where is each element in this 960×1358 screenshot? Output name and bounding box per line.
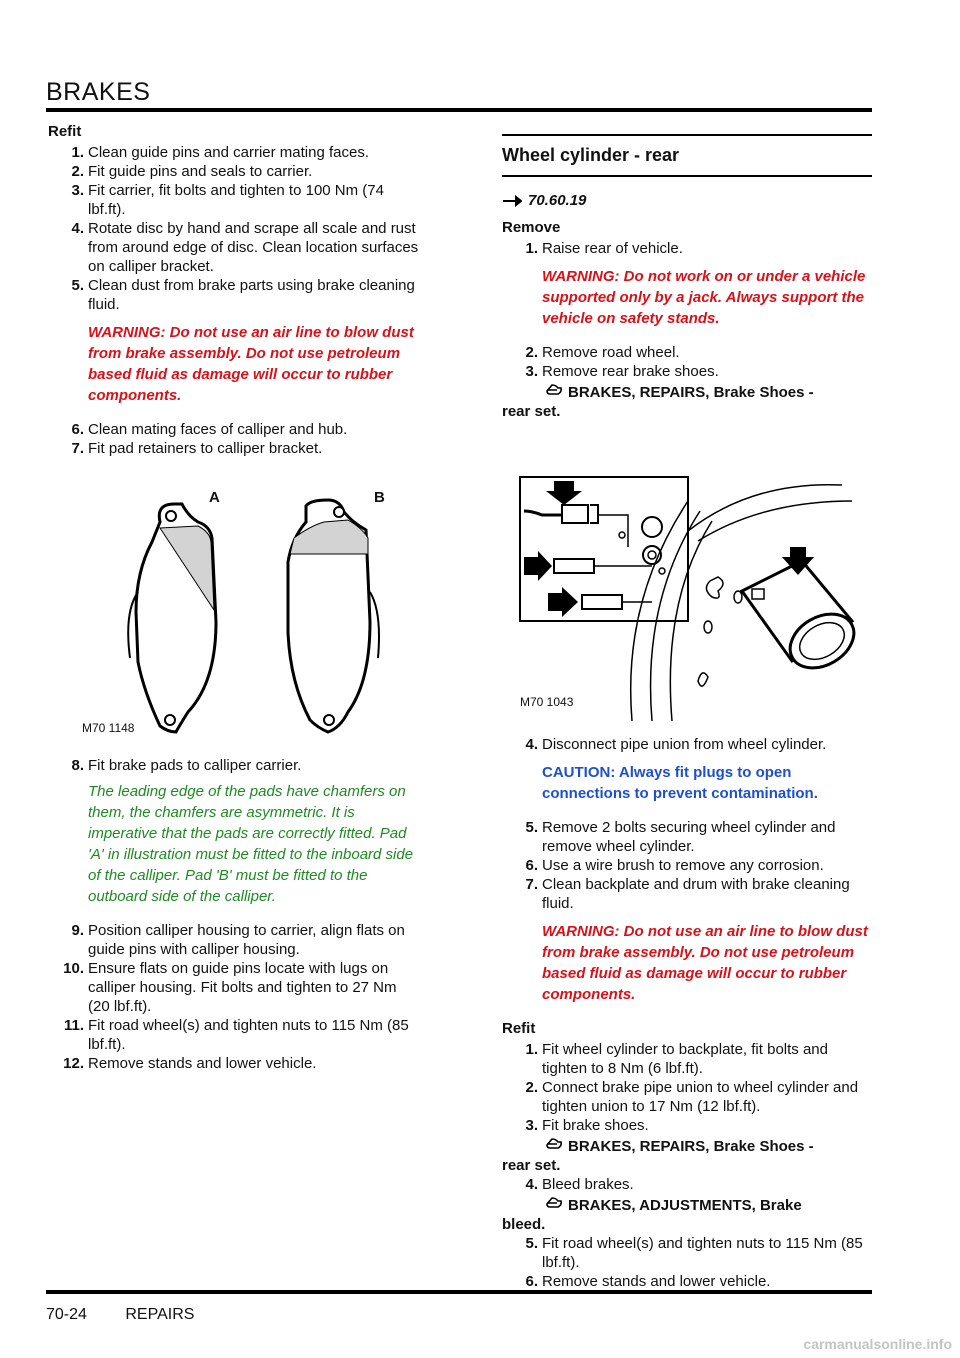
step-number: 3. <box>525 1117 538 1134</box>
step-number: 11. <box>63 1017 84 1034</box>
warning-air-line-2: WARNING: Do not use an air line to blow dust from brake assembly. Do not use petroleum based fluid as damage will occur to rubber components. <box>542 923 868 1003</box>
step-number: 2. <box>525 1079 538 1096</box>
step-number: 5. <box>525 1235 538 1252</box>
cross-reference-3-line2: bleed. <box>502 1216 546 1233</box>
step-item <box>502 239 872 258</box>
step-number: 12. <box>63 1055 84 1072</box>
step-number: 2. <box>525 344 538 361</box>
step-number: 3. <box>71 182 84 199</box>
note-pad-chamfers: The leading edge of the pads have chamfers on them, the chamfers are asymmetric. It is imperative that the pads are correctly fitted. Pad 'A' in illustration must be fitted to the inboard side of the calliper. Pad 'B' must be fitted to the outboard side of the calliper. <box>88 783 414 905</box>
warning-safety-stands: WARNING: Do not work on or under a vehicle supported only by a jack. Always support the vehicle on safety stands. <box>542 268 866 327</box>
watermark: carmanualsonline.info <box>803 1336 952 1352</box>
caution-plugs: CAUTION: Always fit plugs to open connections to prevent contamination. <box>542 764 818 802</box>
refit-steps-b <box>48 420 420 458</box>
left-column <box>48 122 420 1073</box>
step-number: 6. <box>71 421 84 438</box>
cross-reference-2 <box>502 1137 872 1156</box>
pointing-hand-icon <box>544 1134 564 1154</box>
refit-steps-2b <box>502 1175 872 1194</box>
step-number: 4. <box>525 1176 538 1193</box>
step-number: 7. <box>525 876 538 893</box>
step-item <box>502 1078 872 1116</box>
step-item <box>502 1234 872 1272</box>
section-title: Wheel cylinder - rear <box>502 145 680 165</box>
step-item <box>502 875 872 913</box>
step-text: Remove rear brake shoes. <box>542 363 719 380</box>
step-text: Fit guide pins and seals to carrier. <box>88 163 313 180</box>
pointing-hand-icon <box>544 1193 564 1213</box>
remove-steps-b <box>502 343 872 381</box>
pad-a-label: A <box>209 489 220 506</box>
step-text: Clean backplate and drum with brake cleaning fluid. <box>542 876 850 912</box>
step-item <box>48 420 420 439</box>
cross-reference-1 <box>502 383 872 402</box>
step-number: 1. <box>525 240 538 257</box>
cross-reference-1-line1: BRAKES, REPAIRS, Brake Shoes - <box>568 384 814 401</box>
right-column <box>502 134 872 1291</box>
figure-code: M70 1148 <box>82 721 135 735</box>
section-rule-top <box>502 134 872 136</box>
remove-heading: Remove <box>502 219 561 236</box>
step-text: Bleed brakes. <box>542 1176 634 1193</box>
step-item <box>48 959 420 1016</box>
remove-steps-c <box>502 735 872 754</box>
header-rule <box>46 108 872 112</box>
step-item <box>48 1016 420 1054</box>
step-item <box>502 1040 872 1078</box>
step-item <box>48 756 420 775</box>
page-number: 70-24 <box>46 1306 87 1323</box>
step-number: 5. <box>525 819 538 836</box>
step-text: Remove 2 bolts securing wheel cylinder and remove wheel cylinder. <box>542 819 836 855</box>
wheel-cylinder-figure <box>502 471 872 721</box>
step-number: 5. <box>71 277 84 294</box>
footer-rule <box>46 1290 872 1294</box>
refit-steps-d <box>48 921 420 1073</box>
cross-reference-2-line1: BRAKES, REPAIRS, Brake Shoes - <box>568 1138 814 1155</box>
operation-code-text: 70.60.19 <box>528 192 587 209</box>
step-number: 8. <box>71 757 84 774</box>
step-item <box>48 439 420 458</box>
step-item <box>502 856 872 875</box>
step-text: Fit pad retainers to calliper bracket. <box>88 440 323 457</box>
step-item <box>502 1116 872 1135</box>
step-number: 10. <box>63 960 84 977</box>
wheel-cylinder-illustration <box>502 471 872 721</box>
step-number: 1. <box>71 144 84 161</box>
page-header-title: BRAKES <box>46 78 151 106</box>
step-text: Fit carrier, fit bolts and tighten to 100 Nm (74 lbf.ft). <box>88 182 384 218</box>
wrench-icon <box>502 195 522 207</box>
step-item <box>502 1272 872 1291</box>
step-number: 4. <box>71 220 84 237</box>
step-text: Disconnect pipe union from wheel cylinder. <box>542 736 827 753</box>
step-text: Remove road wheel. <box>542 344 680 361</box>
step-item <box>502 343 872 362</box>
step-text: Fit road wheel(s) and tighten nuts to 115 Nm (85 lbf.ft). <box>88 1017 409 1053</box>
step-text: Fit brake shoes. <box>542 1117 649 1134</box>
step-text: Raise rear of vehicle. <box>542 240 683 257</box>
pointing-hand-icon <box>544 380 564 400</box>
step-number: 7. <box>71 440 84 457</box>
step-text: Fit wheel cylinder to backplate, fit bolts and tighten to 8 Nm (6 lbf.ft). <box>542 1041 828 1077</box>
step-text: Clean guide pins and carrier mating faces. <box>88 144 369 161</box>
section-name: REPAIRS <box>125 1306 195 1323</box>
step-text: Ensure flats on guide pins locate with lugs on calliper housing. Fit bolts and tighten to 27 Nm (20 lbf.ft). <box>88 960 397 1015</box>
refit-steps-2c <box>502 1234 872 1291</box>
step-item <box>48 219 420 276</box>
step-text: Remove stands and lower vehicle. <box>542 1273 771 1290</box>
step-number: 6. <box>525 1273 538 1290</box>
remove-steps-a <box>502 239 872 258</box>
figure-code-2: M70 1043 <box>520 695 574 709</box>
step-item <box>502 735 872 754</box>
step-item <box>48 181 420 219</box>
step-item <box>48 143 420 162</box>
warning-air-line: WARNING: Do not use an air line to blow dust from brake assembly. Do not use petroleum based fluid as damage will occur to rubber components. <box>88 324 414 404</box>
pad-b-label: B <box>374 489 385 506</box>
step-item <box>48 1054 420 1073</box>
step-number: 3. <box>525 363 538 380</box>
step-text: Clean mating faces of calliper and hub. <box>88 421 348 438</box>
step-number: 9. <box>71 922 84 939</box>
step-number: 1. <box>525 1041 538 1058</box>
step-item <box>48 162 420 181</box>
refit-steps-c <box>48 756 420 775</box>
step-item <box>502 362 872 381</box>
step-text: Position calliper housing to carrier, align flats on guide pins with calliper housing. <box>88 922 405 958</box>
cross-reference-1-line2: rear set. <box>502 403 561 420</box>
step-text: Fit brake pads to calliper carrier. <box>88 757 302 774</box>
cross-reference-2-line2: rear set. <box>502 1157 561 1174</box>
step-text: Remove stands and lower vehicle. <box>88 1055 317 1072</box>
step-item <box>48 276 420 314</box>
brake-pads-illustration <box>48 482 420 750</box>
step-number: 6. <box>525 857 538 874</box>
cross-reference-3 <box>502 1196 872 1215</box>
step-number: 4. <box>525 736 538 753</box>
step-item <box>502 818 872 856</box>
step-number: 2. <box>71 163 84 180</box>
step-item <box>502 1175 872 1194</box>
refit-steps-2a <box>502 1040 872 1135</box>
step-text: Fit road wheel(s) and tighten nuts to 115 Nm (85 lbf.ft). <box>542 1235 863 1271</box>
operation-code <box>502 191 872 210</box>
remove-steps-d <box>502 818 872 913</box>
step-text: Clean dust from brake parts using brake cleaning fluid. <box>88 277 415 313</box>
page-footer <box>46 1306 228 1324</box>
refit-heading: Refit <box>48 123 82 140</box>
step-text: Rotate disc by hand and scrape all scale and rust from around edge of disc. Clean location surfaces on calliper bracket. <box>88 220 419 275</box>
step-text: Connect brake pipe union to wheel cylinder and tighten union to 17 Nm (12 lbf.ft). <box>542 1079 859 1115</box>
cross-reference-3-line1: BRAKES, ADJUSTMENTS, Brake <box>568 1197 802 1214</box>
section-rule-bottom <box>502 175 872 177</box>
step-item <box>48 921 420 959</box>
brake-pads-figure <box>48 482 420 750</box>
refit-steps-a <box>48 143 420 314</box>
step-text: Use a wire brush to remove any corrosion. <box>542 857 824 874</box>
refit-heading-2: Refit <box>502 1020 536 1037</box>
